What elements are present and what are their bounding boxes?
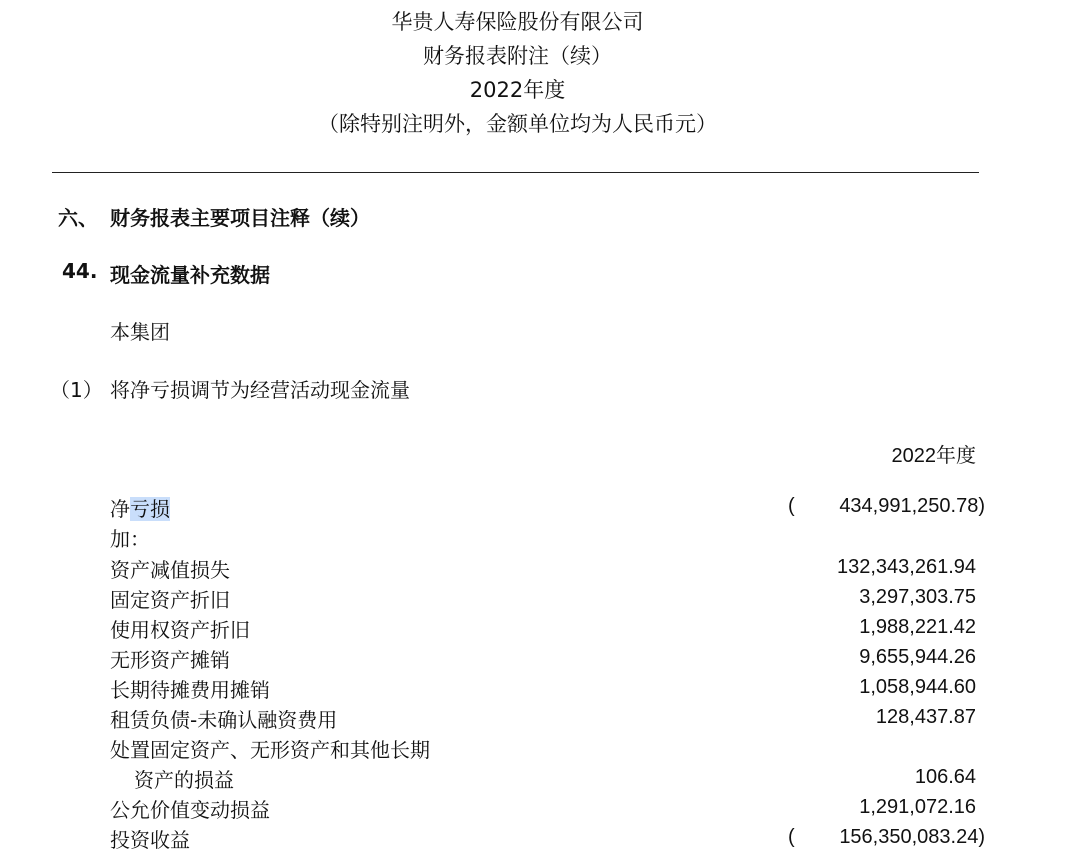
row-value: 1,291,072.16	[859, 796, 976, 818]
section-title: 财务报表主要项目注释（续）	[110, 206, 370, 230]
row-label: 无形资产摊销	[110, 648, 230, 672]
negative-paren: (	[788, 495, 795, 517]
header-divider	[52, 172, 979, 173]
row-label: 投资收益	[110, 828, 190, 852]
row-label: 公允价值变动损益	[110, 798, 270, 822]
column-header-year: 2022年度	[891, 445, 976, 467]
scope-label: 本集团	[110, 320, 170, 344]
row-value: 3,297,303.75	[859, 586, 976, 608]
row-label: 长期待摊费用摊销	[110, 678, 270, 702]
row-value: 1,058,944.60	[859, 676, 976, 698]
row-value: 9,655,944.26	[859, 646, 976, 668]
section-number: 六、	[58, 206, 98, 230]
unit-note: （除特别注明外，金额单位均为人民币元）	[318, 112, 717, 136]
row-label-line2: 资产的损益	[134, 768, 234, 792]
row-label: 租赁负债-未确认融资费用	[110, 708, 338, 732]
item-title: 现金流量补充数据	[110, 263, 270, 287]
selected-text[interactable]: 亏损	[130, 497, 170, 521]
report-year: 2022年度	[469, 78, 566, 102]
row-value: 128,437.87	[875, 706, 976, 728]
row-label: 使用权资产折旧	[110, 618, 250, 642]
row-value: 132,343,261.94	[836, 556, 976, 578]
row-value: 106.64	[914, 766, 976, 788]
row-label: 固定资产折旧	[110, 588, 230, 612]
row-label-line1: 处置固定资产、无形资产和其他长期	[110, 738, 430, 762]
item-number: 44.	[62, 259, 98, 283]
row-label: 资产减值损失	[110, 558, 230, 582]
net-loss-label: 净亏损	[110, 497, 170, 521]
company-name: 华贵人寿保险股份有限公司	[391, 10, 644, 34]
negative-paren: (	[788, 826, 795, 848]
subsection-title: 将净亏损调节为经营活动现金流量	[110, 378, 410, 402]
row-value: 156,350,083.24)	[839, 826, 985, 848]
subsection-number: （1）	[50, 378, 103, 402]
row-value: 1,988,221.42	[859, 616, 976, 638]
add-label: 加：	[110, 527, 150, 551]
report-title: 财务报表附注（续）	[423, 44, 612, 68]
net-loss-value: 434,991,250.78)	[839, 495, 985, 517]
